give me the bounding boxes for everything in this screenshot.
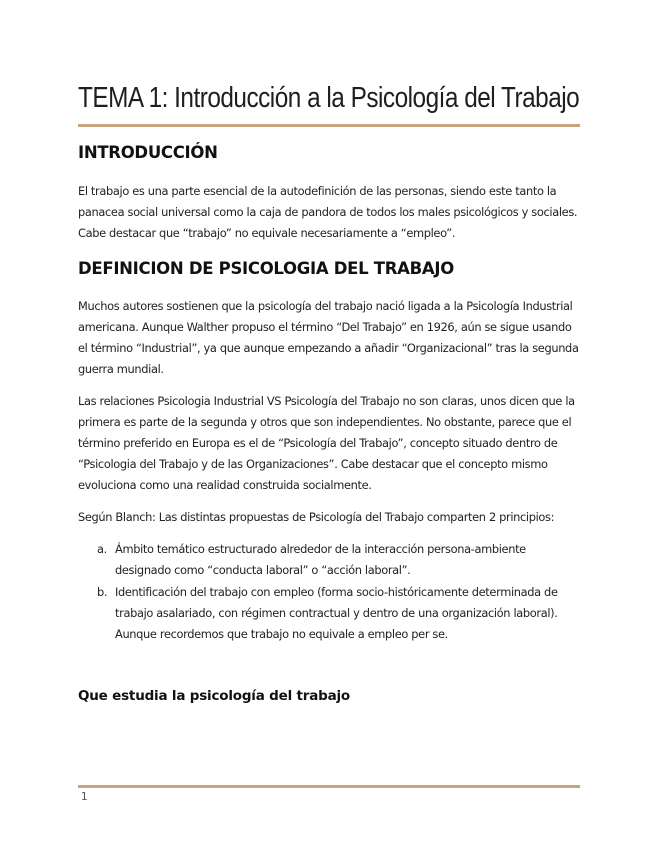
paragraph-definicion-3: Según Blanch: Las distintas propuestas de Psicología del Trabajo comparten 2 principios: (78, 510, 555, 524)
section-heading-introduccion: INTRODUCCIÓN (78, 143, 218, 162)
paragraph-definicion-1: Muchos autores sostienen que la psicología del trabajo nació ligada a la Psicología Industrial americana. Aunque Walther propuso el término “Del Trabajo” en 1926, aún se sigue usando el término “Industrial”, ya que aunque empezando a añadir “Organizacional” tras la segunda guerra mundial. (78, 299, 579, 376)
subsection-heading-que-estudia: Que estudia la psicología del trabajo (78, 688, 350, 704)
list-marker: b. (97, 585, 108, 599)
page-number: 1 (81, 791, 88, 803)
title-underline (78, 124, 580, 127)
principles-list (78, 539, 580, 646)
document-page (78, 0, 580, 848)
document-title: TEMA 1: Introducción a la Psicología del Trabajo (78, 82, 580, 114)
paragraph-definicion-2: Las relaciones Psicologia Industrial VS Psicología del Trabajo no son claras, unos dicen que la primera es parte de la segunda y otros que son independientes. No obstante, parece que el término preferido en Europa es el de “Psicología del Trabajo”, concepto situado dentro de “Psicologia del Trabajo y de las Organizaciones”. Cabe destacar que el concepto mismo evoluciona como una realidad construida socialmente. (78, 394, 575, 492)
list-item (78, 539, 580, 581)
list-marker: a. (97, 542, 107, 556)
section-heading-definicion: DEFINICION DE PSICOLOGIA DEL TRABAJO (78, 259, 454, 278)
list-item-text: Ámbito temático estructurado alrededor de la interacción persona-ambiente designado como “conducta laboral” o “acción laboral”. (115, 542, 526, 577)
paragraph-introduccion: El trabajo es una parte esencial de la autodefinición de las personas, siendo este tanto la panacea social universal como la caja de pandora de todos los males psicológicos y sociales. Cabe destacar que “trabajo” no equivale necesariamente a “empleo”. (78, 184, 578, 240)
list-item (78, 582, 580, 645)
footer-rule (78, 785, 580, 788)
list-item-text: Identificación del trabajo con empleo (forma socio-históricamente determinada de trabajo asalariado, con régimen contractual y dentro de una organización laboral). Aunque recordemos que trabajo no equivale a empleo per se. (115, 585, 558, 641)
